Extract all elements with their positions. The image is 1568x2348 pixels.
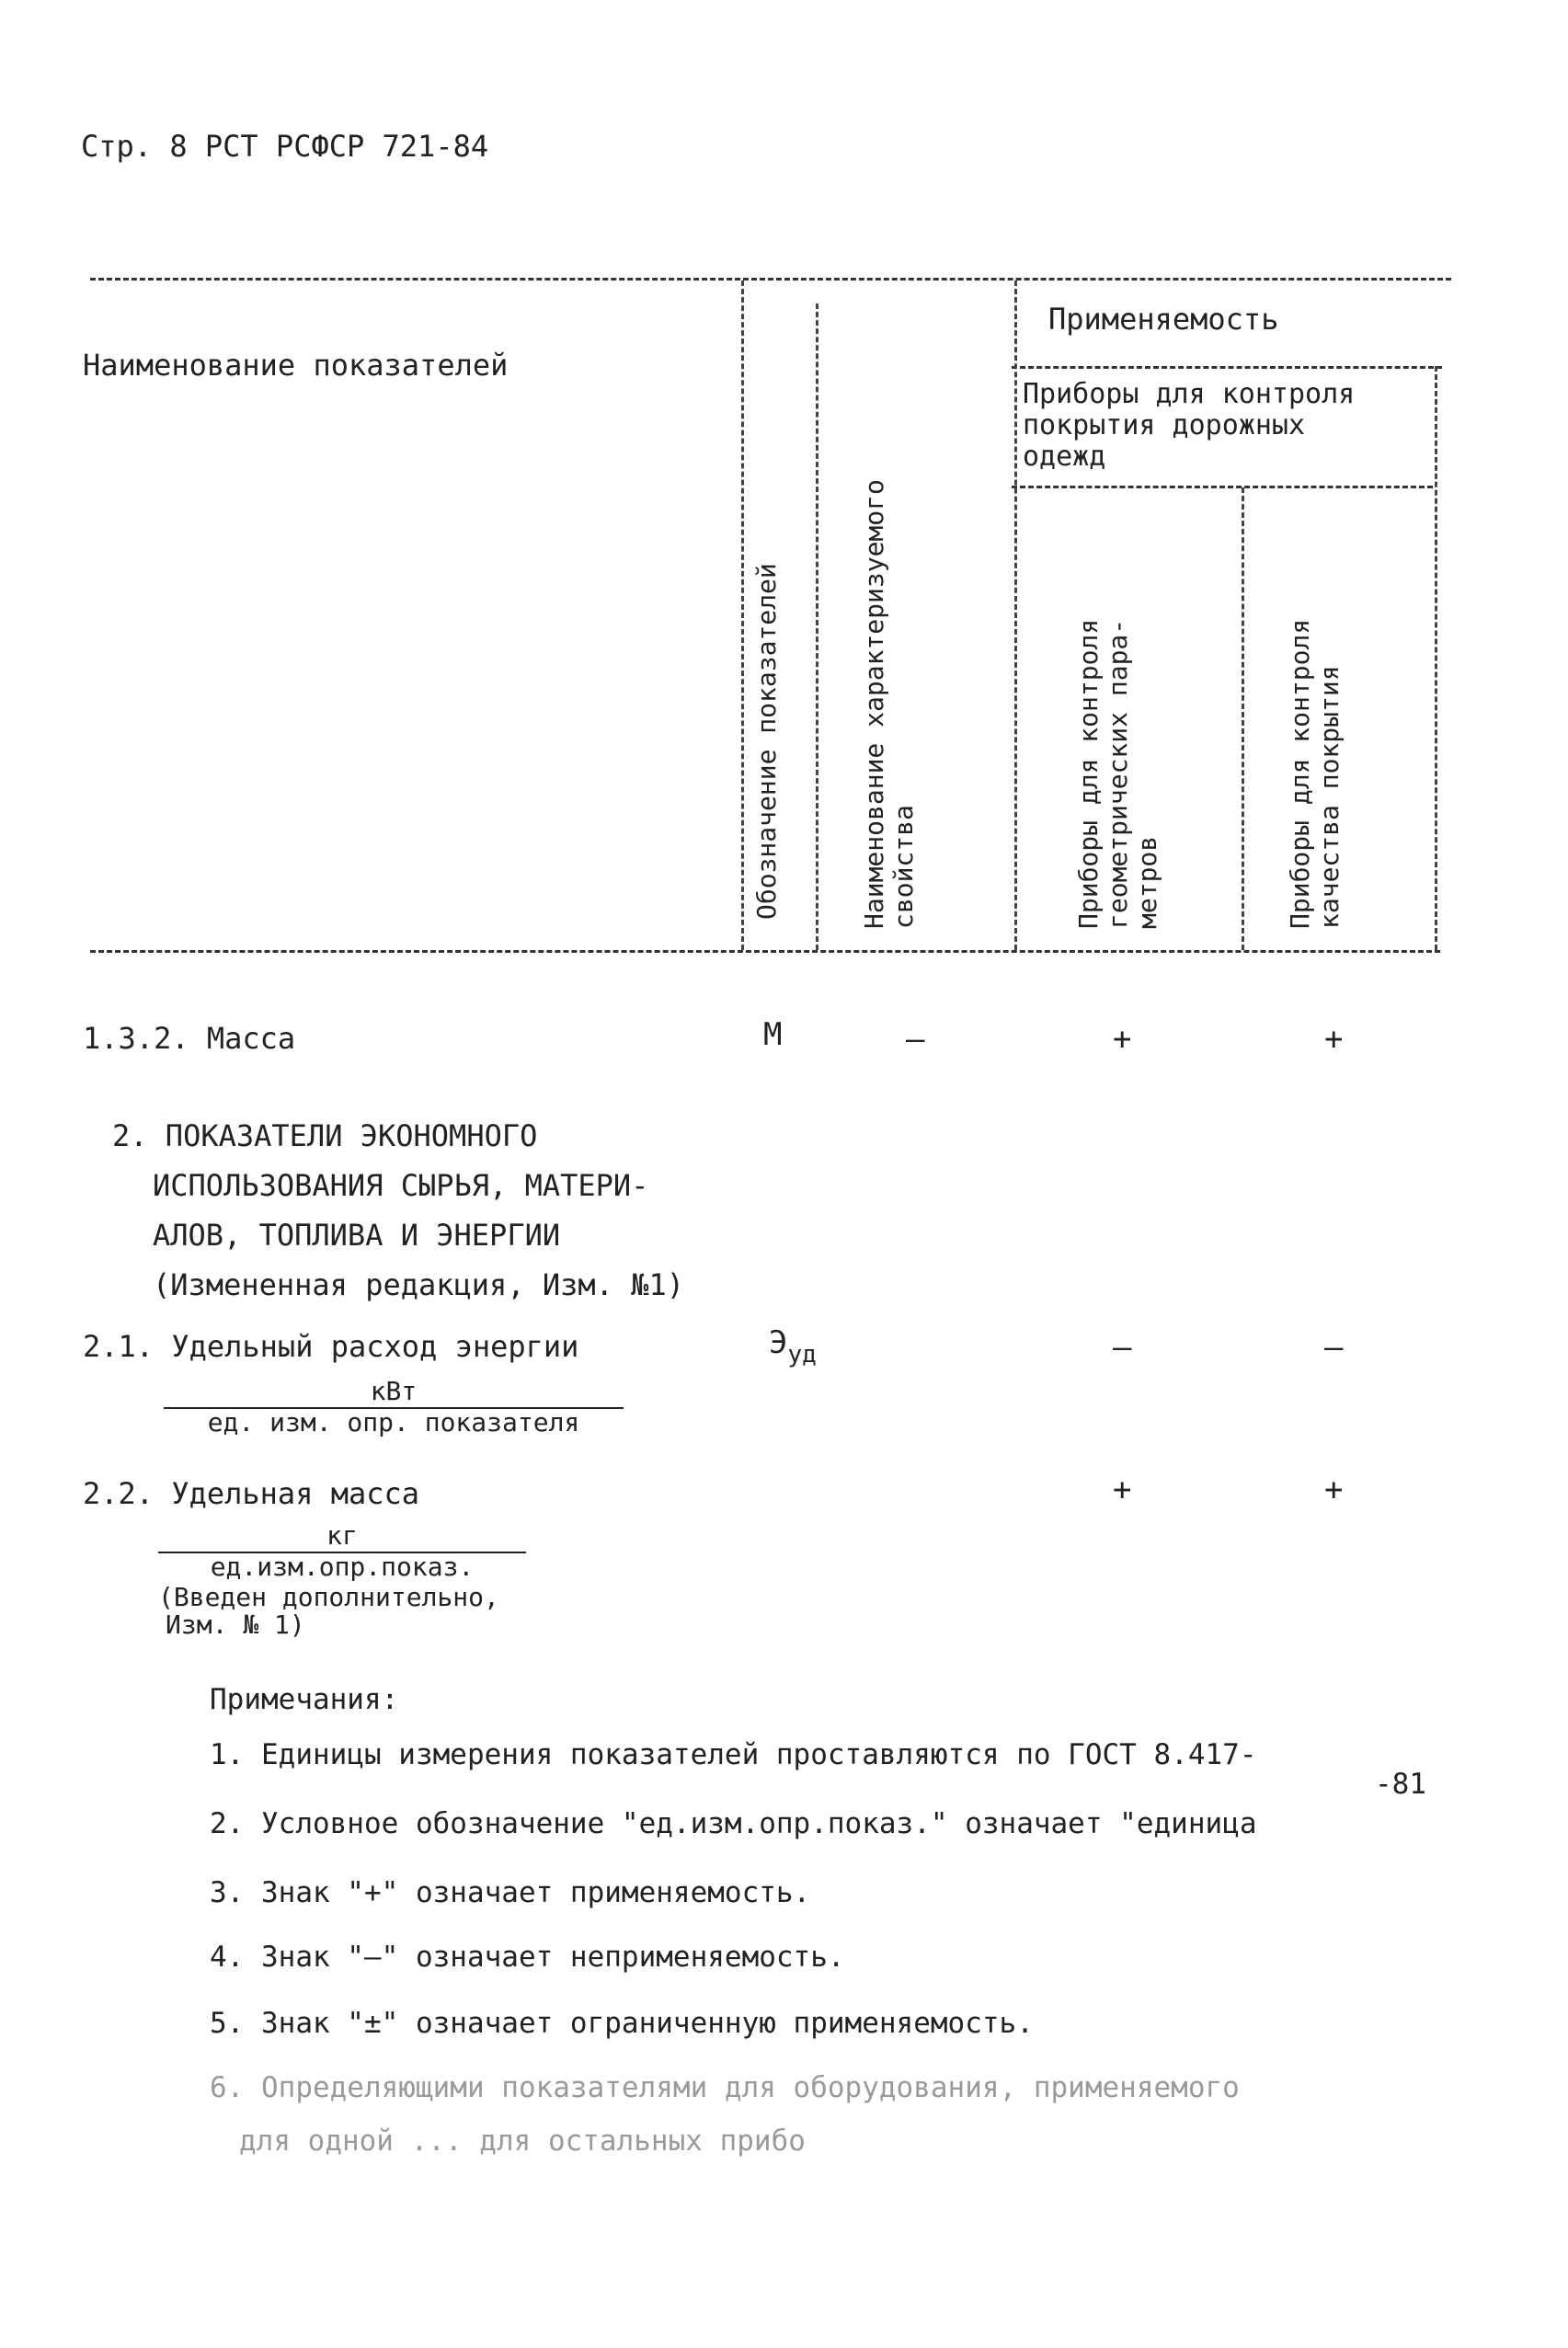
header-bottom-rule [90,950,1440,953]
col-property-heading: Наименование характеризуемого свойства [859,479,919,929]
row-geom: + [1113,1021,1132,1058]
unit-fraction: кВт ед. изм. опр. показателя [164,1378,624,1437]
row-designation: $Э_{уд}$ [769,1324,817,1369]
row-quality: – [1324,1329,1344,1366]
row-name: 2.2. Удельная масса [83,1476,420,1511]
divider-3 [1014,281,1017,950]
section-heading: 2. ПОКАЗАТЕЛИ ЭКОНОМНОГО ИСПОЛЬЗОВАНИЯ СЫРЬЯ, МАТЕРИ- АЛОВ, ТОПЛИВА И ЭНЕРГИИ (Измененная редакция, Изм. №1) [112,1118,684,1302]
unit-fraction: кг ед.изм.опр.показ. [158,1522,526,1581]
row-property: – [906,1021,925,1058]
row-geom: – [1113,1329,1132,1366]
row-note: (Введен дополнительно, Изм. № 1) [158,1582,499,1640]
col-name-heading: Наименование показателей [83,348,509,383]
row-geom: + [1113,1472,1132,1508]
note-item: 5. Знак "±" означает ограниченную применяемость. [210,2007,1034,2040]
col-designation-heading: Обозначение показателей [751,563,782,920]
page-header: Стр. 8 РСТ РСФСР 721-84 [81,129,489,164]
note-item: -81 [1375,1768,1426,1801]
col-applicability-heading: Применяемость [1048,302,1279,337]
divider-4 [1242,487,1244,950]
row-quality: + [1324,1472,1344,1508]
col-geom-heading: Приборы для контроля геометрических пара- метров [1073,618,1162,929]
header-top-rule [90,278,1451,281]
note-item: 2. Условное обозначение "ед.изм.опр.показ." означает "единица [210,1807,1257,1840]
note-item: 3. Знак "+" означает применяемость. [210,1876,811,1909]
row-name: 2.1. Удельный расход энергии [83,1329,579,1364]
row-quality: + [1324,1021,1344,1058]
group-rule [1012,366,1442,369]
subgroup-rule [1012,486,1433,488]
divider-2 [816,304,818,950]
divider-5 [1435,366,1437,950]
divider-1 [741,281,744,950]
note-item: 4. Знак "–" означает неприменяемость. [210,1941,845,1974]
notes-title: Примечания: [210,1683,399,1716]
col-group-heading: Приборы для контроля покрытия дорожных одежд [1023,378,1356,473]
row-name: 1.3.2. Масса [83,1021,296,1056]
note-item: для одной ... для остальных прибо [239,2125,806,2158]
col-quality-heading: Приборы для контроля качества покрытия [1285,618,1345,929]
note-item: 6. Определяющими показателями для оборудования, применяемого [210,2071,1240,2104]
note-item: 1. Единицы измерения показателей проставляются по ГОСТ 8.417- [210,1738,1257,1771]
row-designation: М [763,1016,783,1053]
